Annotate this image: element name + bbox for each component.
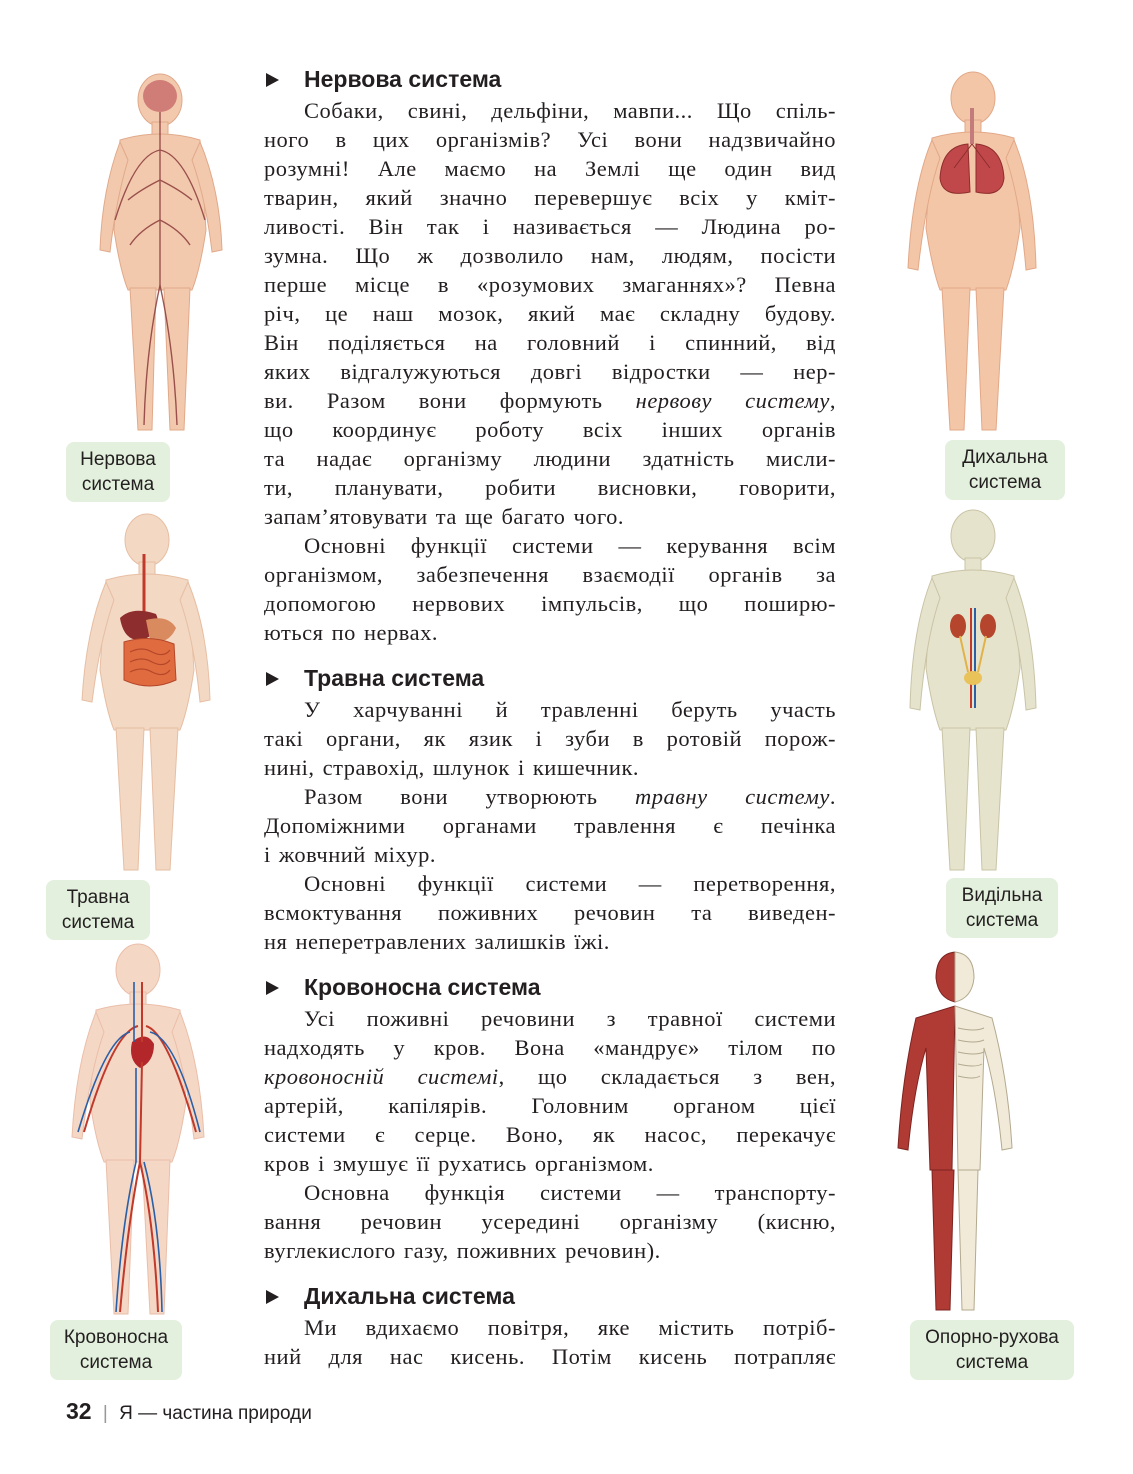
respiratory-system-illustration xyxy=(898,68,1048,438)
page-number: 32 xyxy=(66,1398,92,1424)
paragraph: Разом вони утворюють травну систему. Допоміжними органами травлення є печінка і жовчний міхур. xyxy=(264,784,836,867)
section-circulatory xyxy=(264,970,836,1265)
section-respiratory xyxy=(264,1279,836,1371)
paragraph: У харчуванні й травленні беруть участь такі органи, як язик і зуби в ротовій порож- нині, стравохід, шлунок і кишечник. xyxy=(264,697,836,780)
label-respiratory-system: Дихальна система xyxy=(945,440,1065,500)
paragraph: Собаки, свині, дельфіни, мавпи... Що спіль- ного в цих організмів? Усі вони надзвичайно розумні! Але маємо на Землі ще один вид тварин, який значно перевершує всіх у кміт- ливості. Він так і називається — Людина ро- зумна. Що ж дозволило нам, людям, посісти перше місце в «розумових змаганнях»? Певна річ, це наш мозок, який має складну будову. Він поділяється на головний і спинний, від яких відгалужуються довгі відростки — нер- ви. Разом вони формують нервову систему, що координує роботу всіх інших органів та надає організму людини здатність мисли- ти, планувати, робити висновки, говорити, запам’ятовувати та ще багато чого. xyxy=(264,98,836,529)
section-heading: Дихальна система xyxy=(264,1279,836,1313)
paragraph: Основна функція системи — транспорту- вання речовин усередині організму (кисню, вуглекислого газу, поживних речовин). xyxy=(264,1180,836,1263)
section-digestive xyxy=(264,661,836,956)
label-musculoskeletal-system: Опорно-рухова система xyxy=(910,1320,1074,1380)
digestive-system-illustration xyxy=(72,510,222,880)
section-heading: Нервова система xyxy=(264,62,836,96)
term-italic: кровоносній системі xyxy=(264,1064,499,1089)
triangle-bullet-icon xyxy=(266,1290,279,1304)
section-nervous xyxy=(264,62,836,647)
triangle-bullet-icon xyxy=(266,981,279,995)
paragraph: Основні функції системи — перетворення, всмоктування поживних речовин та виведен- ня неперетравлених залишків їжі. xyxy=(264,871,836,954)
circulatory-system-illustration xyxy=(58,942,218,1322)
paragraph: Усі поживні речовини з травної системи надходять у кров. Вона «мандрує» тілом по кровоносній системі, що складається з вен, артерій, капілярів. Головним органом цієї системи є серце. Воно, як насос, перекачує кров і змушує її рухатись організмом. xyxy=(264,1006,836,1176)
label-excretory-system: Видільна система xyxy=(946,878,1058,938)
label-circulatory-system: Кровоносна система xyxy=(50,1320,182,1380)
label-nervous-system: Нервова система xyxy=(66,442,170,502)
paragraph: Ми вдихаємо повітря, яке містить потріб- ний для нас кисень. Потім кисень потрапляє xyxy=(264,1315,836,1369)
musculoskeletal-system-illustration xyxy=(880,948,1030,1318)
page-footer xyxy=(66,1398,312,1425)
chapter-title: Я — частина природи xyxy=(119,1403,312,1424)
label-digestive-system: Травна система xyxy=(46,880,150,940)
term-italic: травну систему xyxy=(634,784,830,809)
section-heading: Кровоносна система xyxy=(264,970,836,1004)
term-italic: нервову систему xyxy=(635,388,830,413)
nervous-system-illustration xyxy=(80,70,240,440)
excretory-system-illustration xyxy=(898,508,1048,878)
triangle-bullet-icon xyxy=(266,672,279,686)
paragraph: Основні функції системи — керування всім організмом, забезпечення взаємодії органів за допомогою нервових імпульсів, що поширю- ються по нервах. xyxy=(264,533,836,645)
triangle-bullet-icon xyxy=(266,73,279,87)
footer-separator: | xyxy=(102,1403,108,1424)
section-heading: Травна система xyxy=(264,661,836,695)
main-text-column xyxy=(264,62,836,1385)
